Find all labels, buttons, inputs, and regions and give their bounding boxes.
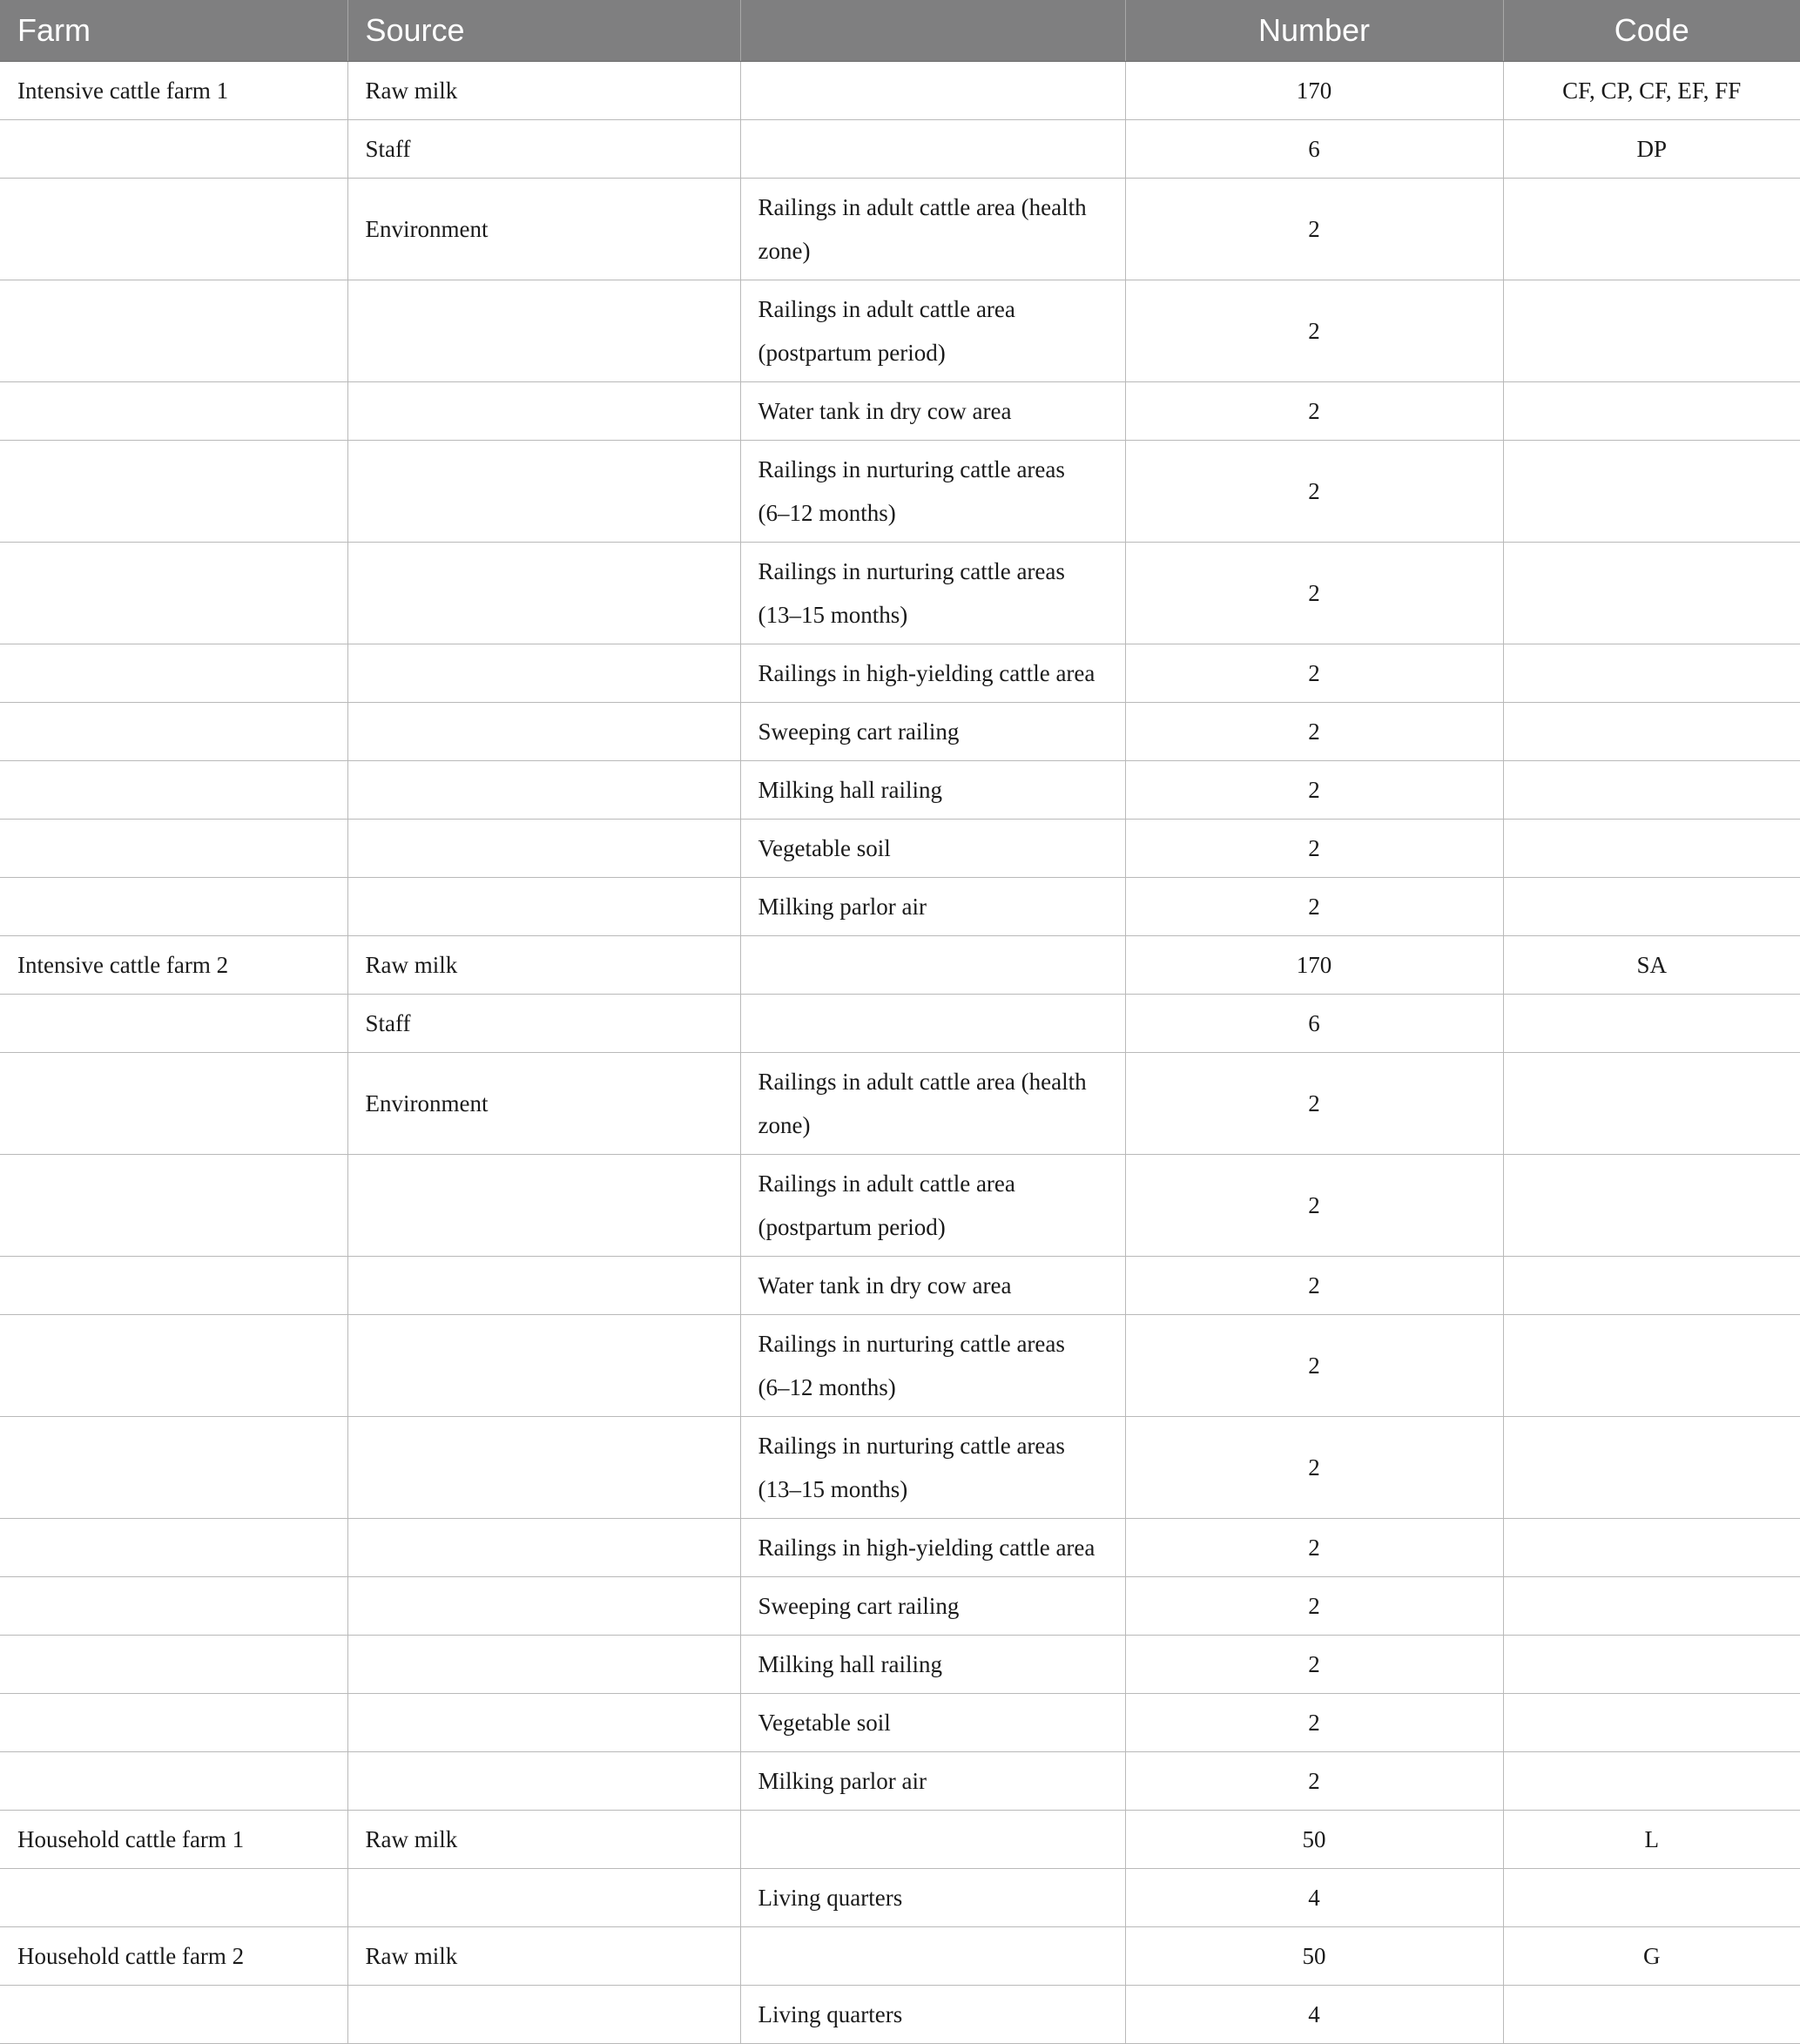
source-cell: Environment xyxy=(347,178,740,280)
number-cell: 2 xyxy=(1125,1518,1503,1576)
detail-cell xyxy=(740,119,1125,178)
detail-cell: Living quarters xyxy=(740,1868,1125,1926)
code-cell xyxy=(1503,1052,1800,1154)
source-cell xyxy=(347,702,740,760)
header-source: Source xyxy=(347,0,740,61)
detail-cell: Railings in adult cattle area (health zone) xyxy=(740,178,1125,280)
code-cell: SA xyxy=(1503,935,1800,994)
farm-cell: Intensive cattle farm 2 xyxy=(0,935,347,994)
farm-cell xyxy=(0,1052,347,1154)
source-cell xyxy=(347,1693,740,1751)
code-cell xyxy=(1503,1751,1800,1810)
header-farm: Farm xyxy=(0,0,347,61)
table-row xyxy=(0,1751,1800,1810)
detail-cell: Milking hall railing xyxy=(740,1635,1125,1693)
farm-cell xyxy=(0,1576,347,1635)
code-cell xyxy=(1503,877,1800,935)
table-row xyxy=(0,61,1800,119)
farm-cell: Intensive cattle farm 1 xyxy=(0,61,347,119)
table-row xyxy=(0,1052,1800,1154)
source-cell xyxy=(347,1576,740,1635)
table-row xyxy=(0,1256,1800,1314)
table-row xyxy=(0,1416,1800,1518)
number-cell: 170 xyxy=(1125,61,1503,119)
code-cell xyxy=(1503,542,1800,644)
table-row xyxy=(0,1576,1800,1635)
detail-cell: Sweeping cart railing xyxy=(740,702,1125,760)
table-row xyxy=(0,760,1800,819)
number-cell: 2 xyxy=(1125,1576,1503,1635)
detail-cell: Living quarters xyxy=(740,1985,1125,2043)
number-cell: 2 xyxy=(1125,819,1503,877)
code-cell xyxy=(1503,1416,1800,1518)
farm-cell xyxy=(0,381,347,440)
code-cell: CF, CP, CF, EF, FF xyxy=(1503,61,1800,119)
farm-cell xyxy=(0,819,347,877)
table-row xyxy=(0,1868,1800,1926)
table-row xyxy=(0,1693,1800,1751)
number-cell: 2 xyxy=(1125,760,1503,819)
table-row xyxy=(0,1154,1800,1256)
detail-cell xyxy=(740,1926,1125,1985)
source-cell xyxy=(347,280,740,381)
number-cell: 170 xyxy=(1125,935,1503,994)
table-row xyxy=(0,702,1800,760)
table-row xyxy=(0,935,1800,994)
number-cell: 2 xyxy=(1125,1154,1503,1256)
source-cell xyxy=(347,1635,740,1693)
number-cell: 2 xyxy=(1125,702,1503,760)
table-row xyxy=(0,542,1800,644)
code-cell xyxy=(1503,644,1800,702)
source-cell xyxy=(347,1154,740,1256)
number-cell: 2 xyxy=(1125,1751,1503,1810)
number-cell: 2 xyxy=(1125,440,1503,542)
table-body xyxy=(0,61,1800,2043)
farm-cell xyxy=(0,280,347,381)
farm-cell xyxy=(0,1416,347,1518)
code-cell xyxy=(1503,994,1800,1052)
detail-cell xyxy=(740,1810,1125,1868)
detail-cell: Railings in high-yielding cattle area xyxy=(740,644,1125,702)
code-cell xyxy=(1503,280,1800,381)
farm-cell xyxy=(0,877,347,935)
number-cell: 2 xyxy=(1125,542,1503,644)
code-cell xyxy=(1503,1635,1800,1693)
source-cell xyxy=(347,1416,740,1518)
source-cell xyxy=(347,542,740,644)
detail-cell: Milking parlor air xyxy=(740,1751,1125,1810)
table-row xyxy=(0,119,1800,178)
number-cell: 50 xyxy=(1125,1926,1503,1985)
table-row xyxy=(0,440,1800,542)
source-cell xyxy=(347,644,740,702)
header-number: Number xyxy=(1125,0,1503,61)
source-cell xyxy=(347,440,740,542)
detail-cell: Vegetable soil xyxy=(740,819,1125,877)
number-cell: 6 xyxy=(1125,994,1503,1052)
code-cell xyxy=(1503,760,1800,819)
source-cell xyxy=(347,1985,740,2043)
source-cell xyxy=(347,1868,740,1926)
table-row xyxy=(0,1810,1800,1868)
table-row xyxy=(0,178,1800,280)
header-code: Code xyxy=(1503,0,1800,61)
table-row xyxy=(0,381,1800,440)
table-row xyxy=(0,819,1800,877)
detail-cell xyxy=(740,61,1125,119)
farm-cell: Household cattle farm 1 xyxy=(0,1810,347,1868)
number-cell: 2 xyxy=(1125,178,1503,280)
detail-cell: Vegetable soil xyxy=(740,1693,1125,1751)
source-cell: Raw milk xyxy=(347,935,740,994)
farm-cell xyxy=(0,1256,347,1314)
farm-cell xyxy=(0,1518,347,1576)
farm-cell xyxy=(0,1635,347,1693)
detail-cell xyxy=(740,935,1125,994)
source-cell xyxy=(347,1751,740,1810)
table-row xyxy=(0,1985,1800,2043)
header-detail xyxy=(740,0,1125,61)
detail-cell: Railings in nurturing cattle areas (13–15 months) xyxy=(740,1416,1125,1518)
detail-cell: Railings in high-yielding cattle area xyxy=(740,1518,1125,1576)
farm-cell xyxy=(0,1751,347,1810)
farm-cell xyxy=(0,1985,347,2043)
farm-cell xyxy=(0,1314,347,1416)
source-cell: Raw milk xyxy=(347,61,740,119)
number-cell: 4 xyxy=(1125,1868,1503,1926)
number-cell: 2 xyxy=(1125,381,1503,440)
code-cell xyxy=(1503,1154,1800,1256)
code-cell xyxy=(1503,1985,1800,2043)
number-cell: 50 xyxy=(1125,1810,1503,1868)
table-row xyxy=(0,994,1800,1052)
number-cell: 6 xyxy=(1125,119,1503,178)
source-cell: Raw milk xyxy=(347,1926,740,1985)
source-cell xyxy=(347,819,740,877)
code-cell xyxy=(1503,1693,1800,1751)
code-cell xyxy=(1503,702,1800,760)
number-cell: 2 xyxy=(1125,1635,1503,1693)
detail-cell: Railings in adult cattle area (postpartum period) xyxy=(740,280,1125,381)
detail-cell: Water tank in dry cow area xyxy=(740,1256,1125,1314)
source-cell xyxy=(347,760,740,819)
number-cell: 2 xyxy=(1125,1256,1503,1314)
number-cell: 4 xyxy=(1125,1985,1503,2043)
number-cell: 2 xyxy=(1125,1416,1503,1518)
detail-cell xyxy=(740,994,1125,1052)
number-cell: 2 xyxy=(1125,1052,1503,1154)
farm-cell xyxy=(0,1693,347,1751)
farm-cell xyxy=(0,119,347,178)
table-header-row xyxy=(0,0,1800,61)
code-cell xyxy=(1503,1868,1800,1926)
table-row xyxy=(0,1518,1800,1576)
code-cell: DP xyxy=(1503,119,1800,178)
table-row xyxy=(0,1314,1800,1416)
detail-cell: Milking hall railing xyxy=(740,760,1125,819)
table-row xyxy=(0,280,1800,381)
farm-cell xyxy=(0,644,347,702)
code-cell xyxy=(1503,1314,1800,1416)
source-cell xyxy=(347,1314,740,1416)
farm-cell xyxy=(0,994,347,1052)
source-cell: Raw milk xyxy=(347,1810,740,1868)
detail-cell: Railings in adult cattle area (health zone) xyxy=(740,1052,1125,1154)
farm-cell: Household cattle farm 2 xyxy=(0,1926,347,1985)
farm-cell xyxy=(0,542,347,644)
table-row xyxy=(0,644,1800,702)
detail-cell: Sweeping cart railing xyxy=(740,1576,1125,1635)
detail-cell: Railings in nurturing cattle areas (6–12 months) xyxy=(740,440,1125,542)
detail-cell: Water tank in dry cow area xyxy=(740,381,1125,440)
code-cell xyxy=(1503,178,1800,280)
source-cell xyxy=(347,1518,740,1576)
code-cell xyxy=(1503,440,1800,542)
code-cell xyxy=(1503,819,1800,877)
number-cell: 2 xyxy=(1125,1693,1503,1751)
detail-cell: Railings in nurturing cattle areas (6–12 months) xyxy=(740,1314,1125,1416)
number-cell: 2 xyxy=(1125,877,1503,935)
source-cell: Environment xyxy=(347,1052,740,1154)
source-cell: Staff xyxy=(347,119,740,178)
source-cell: Staff xyxy=(347,994,740,1052)
detail-cell: Railings in adult cattle area (postpartum period) xyxy=(740,1154,1125,1256)
code-cell xyxy=(1503,1256,1800,1314)
source-cell xyxy=(347,877,740,935)
source-cell xyxy=(347,1256,740,1314)
detail-cell: Railings in nurturing cattle areas (13–15 months) xyxy=(740,542,1125,644)
number-cell: 2 xyxy=(1125,1314,1503,1416)
farm-cell xyxy=(0,702,347,760)
farm-cell xyxy=(0,1154,347,1256)
farm-cell xyxy=(0,760,347,819)
code-cell: L xyxy=(1503,1810,1800,1868)
farm-cell xyxy=(0,1868,347,1926)
table-row xyxy=(0,877,1800,935)
number-cell: 2 xyxy=(1125,280,1503,381)
source-cell xyxy=(347,381,740,440)
number-cell: 2 xyxy=(1125,644,1503,702)
code-cell xyxy=(1503,1576,1800,1635)
farm-cell xyxy=(0,178,347,280)
detail-cell: Milking parlor air xyxy=(740,877,1125,935)
table-row xyxy=(0,1926,1800,1985)
farm-cell xyxy=(0,440,347,542)
code-cell: G xyxy=(1503,1926,1800,1985)
code-cell xyxy=(1503,381,1800,440)
code-cell xyxy=(1503,1518,1800,1576)
table-row xyxy=(0,1635,1800,1693)
